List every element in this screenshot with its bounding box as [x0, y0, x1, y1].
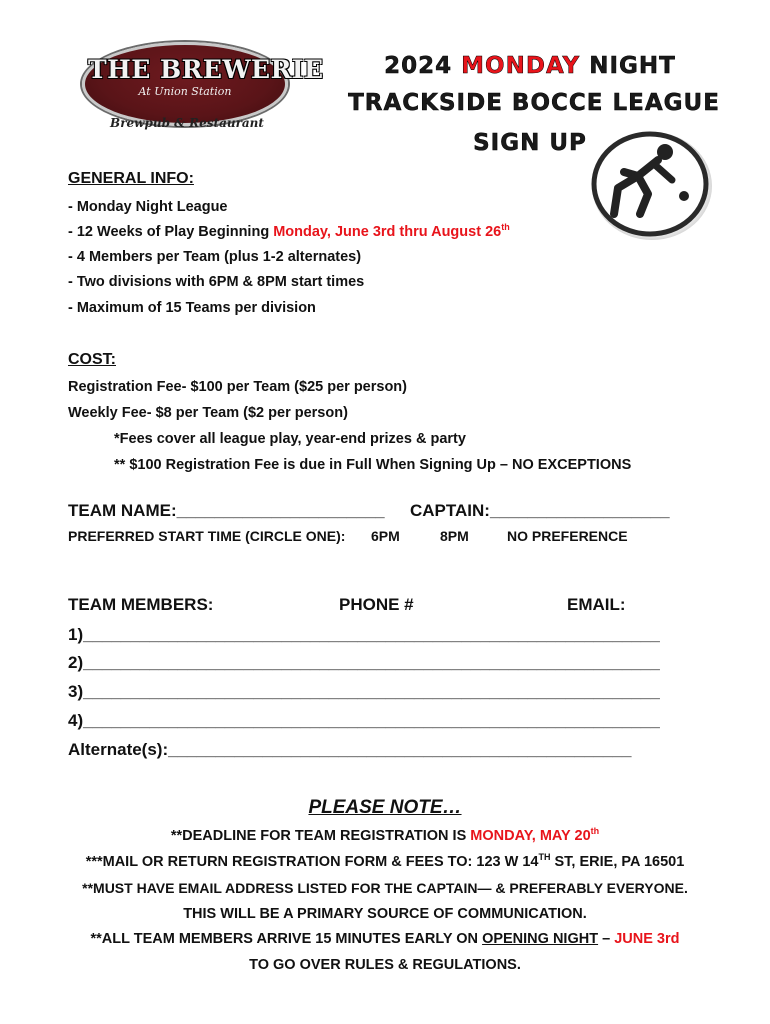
deadline-date: MONDAY, MAY 20 [470, 828, 591, 844]
members-column-label: TEAM MEMBERS: [68, 595, 214, 614]
registration-fee: Registration Fee- $100 per Team ($25 per person) [68, 379, 407, 395]
team-name-field[interactable]: TEAM NAME:______________________ [68, 501, 385, 520]
cost-heading: COST: [68, 351, 116, 368]
email-required-line: **MUST HAVE EMAIL ADDRESS LISTED FOR THE CAPTAIN— & PREFERABLY EVERYONE. [82, 880, 688, 896]
general-info-heading: GENERAL INFO: [68, 170, 194, 187]
bocce-player-icon [588, 128, 716, 244]
option-no-preference[interactable]: NO PREFERENCE [507, 528, 628, 544]
mail-address-line: ***MAIL OR RETURN REGISTRATION FORM & FEES TO: 123 W 14TH ST, ERIE, PA 16501 [85, 852, 685, 870]
option-8pm[interactable]: 8PM [440, 528, 469, 544]
fees-note: *Fees cover all league play, year-end prizes & party [114, 431, 466, 447]
season-dates-sup: th [501, 222, 510, 233]
phone-column-label: PHONE # [339, 595, 414, 614]
info-item-1: - Monday Night League [68, 199, 228, 215]
registration-due-note: ** $100 Registration Fee is due in Full When Signing Up – NO EXCEPTIONS [114, 457, 632, 473]
info-item-5: - Maximum of 15 Teams per division [68, 300, 316, 316]
logo-tagline: Brewpub & Restaurant [110, 116, 264, 130]
info-item-3: - 4 Members per Team (plus 1-2 alternates) [68, 249, 362, 265]
title-night: NIGHT [589, 53, 676, 79]
email-column-label: EMAIL: [567, 595, 626, 614]
title-line-3: SIGN UP [473, 130, 587, 156]
title-line-2: TRACKSIDE BOCCE LEAGUE [348, 90, 720, 116]
info-item-2: - 12 Weeks of Play Beginning Monday, June 3rd thru August 26th [68, 222, 510, 240]
start-time-label: PREFERRED START TIME (CIRCLE ONE): [68, 528, 346, 544]
season-dates: Monday, June 3rd thru August 26 [273, 224, 502, 240]
alternates-row[interactable]: Alternate(s):_________________________________________________ [68, 740, 632, 759]
captain-field[interactable]: CAPTAIN:___________________ [410, 501, 670, 520]
primary-communication-line: THIS WILL BE A PRIMARY SOURCE OF COMMUNICATION. [183, 906, 587, 922]
weekly-fee: Weekly Fee- $8 per Team ($2 per person) [68, 405, 348, 421]
option-6pm[interactable]: 6PM [371, 528, 400, 544]
deadline-line: **DEADLINE FOR TEAM REGISTRATION IS MONDAY, MAY 20th [170, 826, 600, 844]
opening-night: OPENING NIGHT [482, 931, 599, 947]
title-year: 2024 [384, 53, 453, 79]
opening-date: JUNE 3rd [614, 931, 680, 947]
member-row-4[interactable]: 4)_____________________________________________________________ [68, 711, 660, 730]
title-highlight: MONDAY [461, 53, 581, 79]
rules-line: TO GO OVER RULES & REGULATIONS. [249, 957, 521, 973]
logo-location: At Union Station [138, 85, 232, 98]
info-item-4: - Two divisions with 6PM & 8PM start times [68, 274, 365, 290]
member-row-3[interactable]: 3)_____________________________________________________________ [68, 682, 660, 701]
member-row-1[interactable]: 1)_____________________________________________________________ [68, 625, 660, 644]
please-note-heading: PLEASE NOTE… [308, 797, 462, 818]
member-row-2[interactable]: 2)_____________________________________________________________ [68, 653, 660, 672]
title-line-1 [330, 53, 730, 79]
arrive-early-line: **ALL TEAM MEMBERS ARRIVE 15 MINUTES EARLY ON OPENING NIGHT – JUNE 3rd [90, 931, 680, 947]
logo-name: THE BREWERIE [88, 55, 324, 84]
